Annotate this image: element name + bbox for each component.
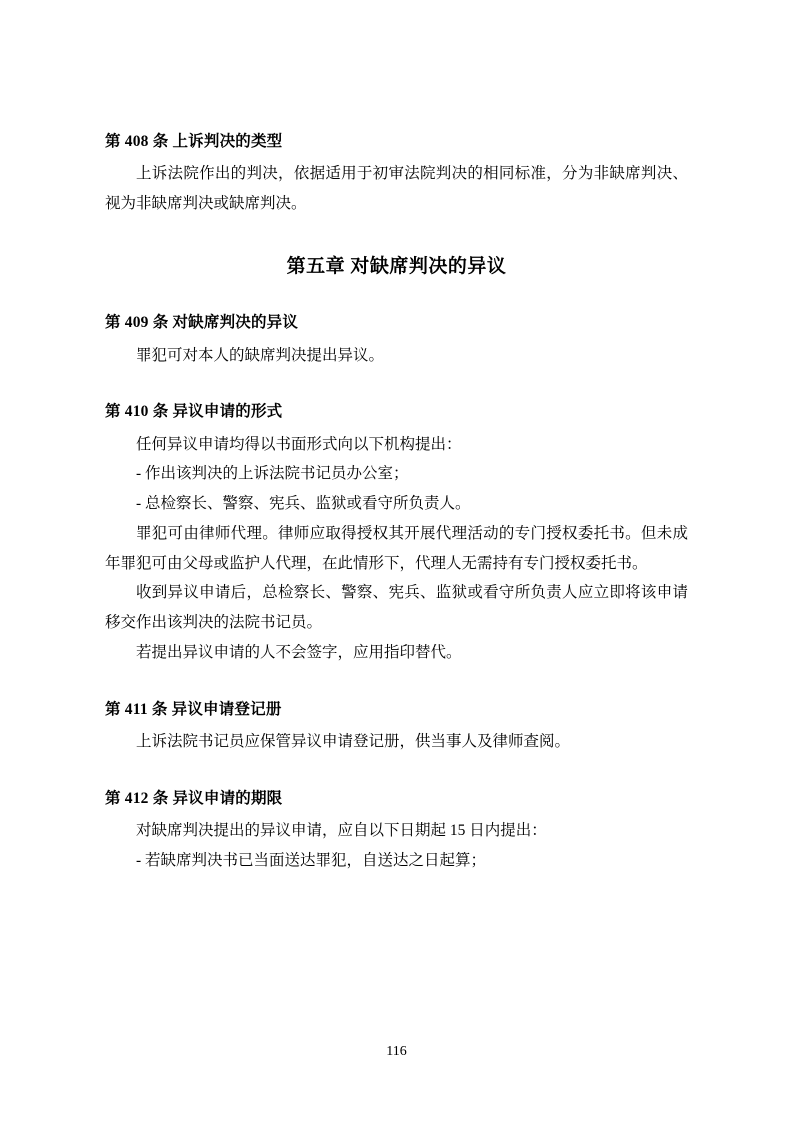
article-412-list-item-1: - 若缺席判决书已当面送达罪犯，自送达之日起算； xyxy=(136,851,487,869)
article-412-paragraph: 对缺席判决提出的异议申请，应自以下日期起 15 日内提出： xyxy=(136,821,547,839)
article-412-heading: 第 412 条 异议申请的期限 xyxy=(105,789,283,807)
article-410-paragraph-2: 罪犯可由律师代理。律师应取得授权其开展代理活动的专门授权委托书。但未成年罪犯可由父母或监护人代理，在此情形下，代理人无需持有专门授权委托书。 xyxy=(105,524,688,572)
article-409-paragraph: 罪犯可对本人的缺席判决提出异议。 xyxy=(136,346,385,364)
article-408-paragraph: 上诉法院作出的判决，依据适用于初审法院判决的相同标准，分为非缺席判决、视为非缺席判决或缺席判决。 xyxy=(105,165,688,212)
article-410-paragraph-4: 若提出异议申请的人不会签字，应用指印替代。 xyxy=(136,643,462,661)
spacer xyxy=(105,668,688,698)
article-410-list-item-2: - 总检察长、警察、宪兵、监狱或看守所负责人。 xyxy=(136,495,471,512)
chapter-5-heading: 第五章 对缺席判决的异议 xyxy=(286,255,507,277)
article-410-list-item-1: - 作出该判决的上诉法院书记员办公室； xyxy=(136,465,409,483)
article-411-heading: 第 411 条 异议申请登记册 xyxy=(105,700,282,718)
spacer xyxy=(105,370,688,400)
article-410-paragraph-3: 收到异议申请后，总检察长、警察、宪兵、监狱或看守所负责人应立即将该申请移交作出该判决的法院书记员。 xyxy=(105,584,688,631)
article-409-heading: 第 409 条 对缺席判决的异议 xyxy=(105,314,299,332)
article-411-paragraph: 上诉法院书记员应保管异议申请登记册，供当事人及律师查阅。 xyxy=(136,732,571,750)
spacer xyxy=(105,757,688,787)
page-number: 116 xyxy=(386,1044,407,1059)
article-408-heading: 第 408 条 上诉判决的类型 xyxy=(105,133,283,150)
article-410-paragraph-1: 任何异议申请均得以书面形式向以下机构提出： xyxy=(136,435,462,453)
article-410-heading: 第 410 条 异议申请的形式 xyxy=(105,403,283,421)
